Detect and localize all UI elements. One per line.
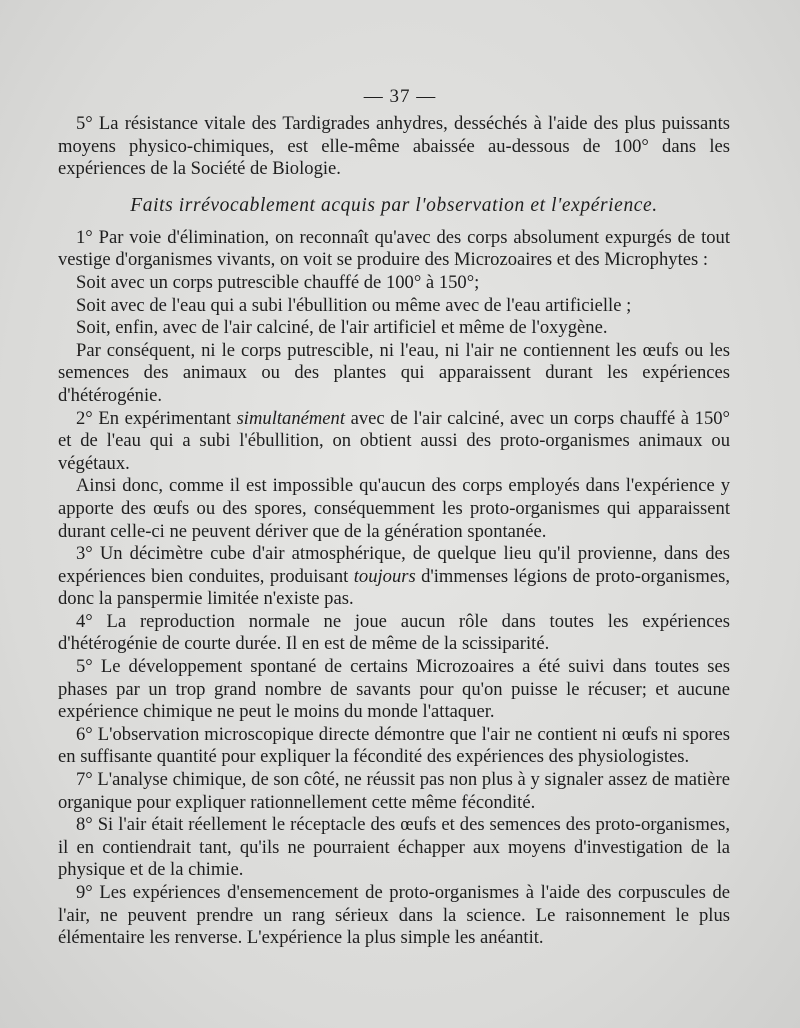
paragraph-5: 5° Le développement spontané de certains Microzoaires a été suivi dans toutes ses phases par un trop grand nombre de savants pour qu'on puisse le récuser; et aucune expérience chimique ne peut le moins du monde l'attaquer.: [58, 656, 730, 723]
paragraph-2-emphasis: simultanément: [236, 407, 346, 429]
paragraph-2-start: 2° En expérimentant: [76, 407, 237, 429]
paragraph-4: 4° La reproduction normale ne joue aucun rôle dans toutes les expériences d'hétérogénie de courte durée. Il en est de même de la scissiparité.: [58, 610, 730, 655]
paragraph-6: 6° L'observation microscopique directe démontre que l'air ne contient ni œufs ni spores en suffisante quantité pour expliquer la fécondité des expériences des physiologistes.: [58, 723, 730, 768]
paragraph-1d: Par conséquent, ni le corps putrescible, ni l'eau, ni l'air ne contiennent les œufs ou les semences des animaux ou des plantes qui apparaissent durant les expériences d'hétérogénie.: [58, 339, 730, 406]
intro-paragraph: 5° La résistance vitale des Tardigrades anhydres, desséchés à l'aide des plus puissants moyens physico-chimiques, est elle-même abaissée au-dessous de 100° dans les expériences de la Société de Biologie.: [58, 113, 730, 180]
paragraph-2b: Ainsi donc, comme il est impossible qu'aucun des corps employés dans l'expérience y apporte des œufs ou des spores, conséquemment les proto-organismes qui apparaissent durant celle-ci ne peuvent dériver que de la génération spontanée.: [58, 475, 730, 542]
page-number: — 37 —: [363, 86, 437, 107]
paragraph-2: [58, 408, 730, 476]
paragraph-3-end: d'immenses légions de proto-organismes, donc la panspermie limitée n'existe pas.: [58, 565, 731, 610]
paragraph-8: 8° Si l'air était réellement le réceptacle des œufs et des semences des proto-organismes, il en contiendrait tant, qu'ils ne pourraient échapper aux moyens d'investigation de la physique et de la chimie.: [58, 814, 730, 881]
paragraph-3-start: 3° Un décimètre cube d'air atmosphérique, de quelque lieu qu'il provienne, dans des expériences bien conduites, produisant: [58, 543, 730, 587]
paragraph-2-end: avec de l'air calciné, avec un corps chauffé à 150° et de l'eau qui a subi l'ébullition, on obtient aussi des proto-organismes animaux ou végétaux.: [58, 407, 730, 474]
body-text: [58, 113, 730, 950]
paragraph-3-emphasis: toujours: [353, 565, 416, 587]
paragraph-1b: Soit avec de l'eau qui a subi l'ébullition ou même avec de l'eau artificielle ;: [76, 294, 632, 316]
paragraph-9: 9° Les expériences d'ensemencement de proto-organismes à l'aide des corpuscules de l'air, ne peuvent prendre un rang sérieux dans la science. Le raisonnement le plus élémentaire les renverse. L'expérience la plus simple les anéantit.: [58, 882, 730, 949]
paragraph-1a: Soit avec un corps putrescible chauffé de 100° à 150°;: [76, 271, 480, 293]
section-heading: Faits irrévocablement acquis par l'observation et l'expérience.: [130, 194, 658, 216]
paragraph-1c: Soit, enfin, avec de l'air calciné, de l'air artificiel et même de l'oxygène.: [76, 317, 608, 339]
paragraph-3: [58, 543, 730, 611]
paragraph-1: 1° Par voie d'élimination, on reconnaît qu'avec des corps absolument expurgés de tout vestige d'organismes vivants, on voit se produire des Microzoaires et des Microphytes :: [58, 226, 730, 271]
paragraph-7: 7° L'analyse chimique, de son côté, ne réussit pas non plus à y signaler assez de matière organique pour expliquer rationnellement cette même fécondité.: [58, 769, 730, 813]
